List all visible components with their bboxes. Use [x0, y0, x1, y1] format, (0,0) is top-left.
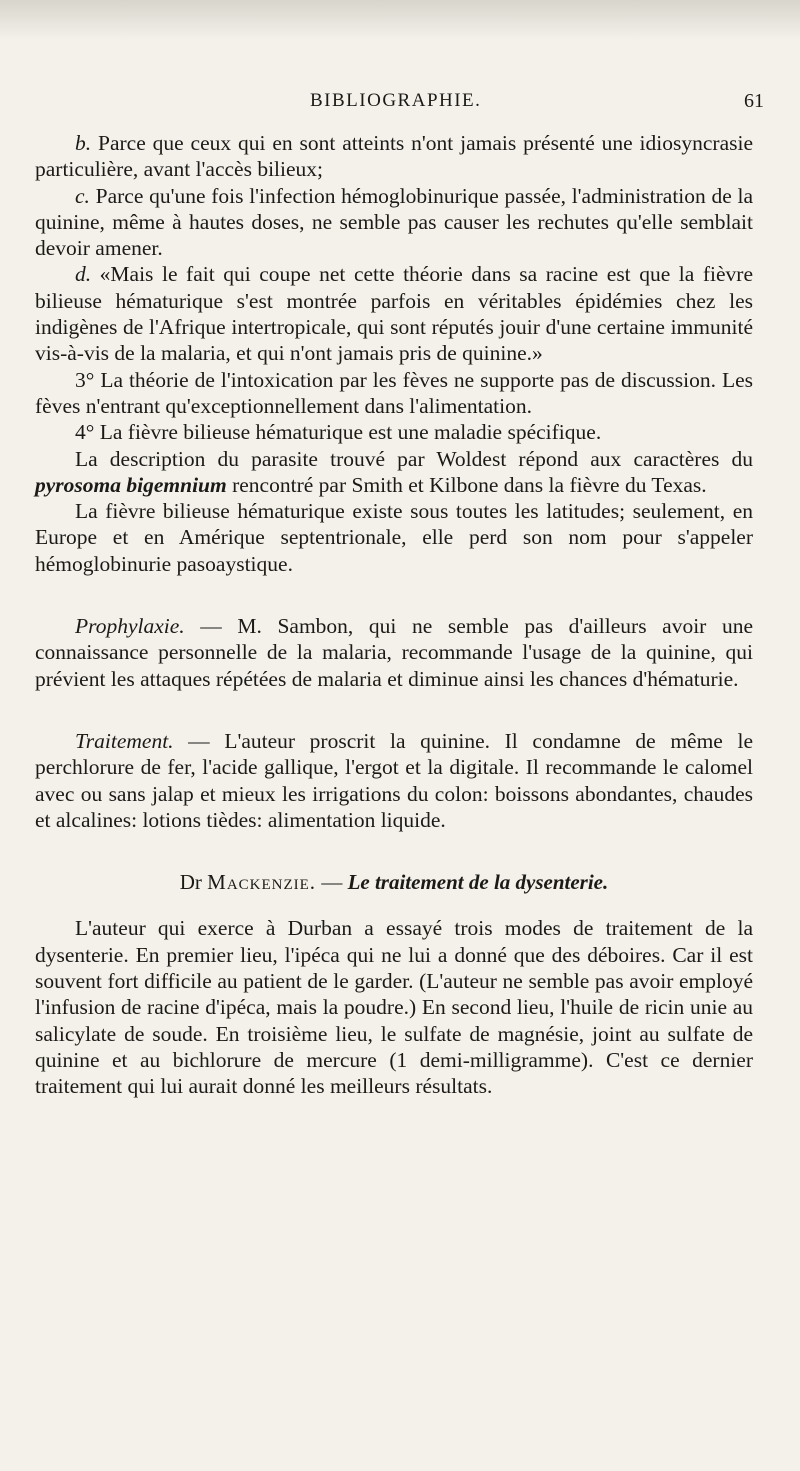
- mackenzie-heading: [35, 869, 753, 895]
- paragraph-prophylaxis: [35, 613, 753, 692]
- item-label-c: c.: [75, 183, 90, 208]
- heading-gap: [35, 895, 753, 915]
- author-prefix: Dr: [179, 870, 202, 895]
- paragraph-parasite: [35, 446, 753, 499]
- item-label-b: b.: [75, 131, 92, 155]
- treatment-label: Traitement.: [75, 728, 174, 753]
- section-gap: [35, 577, 753, 613]
- section-gap: [35, 833, 753, 869]
- paragraph-b: [35, 130, 753, 183]
- paragraph-treatment: [35, 728, 753, 833]
- paragraph-4: [35, 419, 753, 445]
- item-label-4: 4°: [75, 420, 95, 445]
- item-text-d: «Mais le fait qui coupe net cette théorie dans sa racine est que la fièvre bilieuse hématurique s'est montrée parfois en véritables épidémies chez les indigènes de l'Afrique intertropicale, qui sont réputés jouir d'une certaine immunité vis-à-vis de la malaria, et qui n'ont jamais pris de quinine.»: [35, 262, 753, 366]
- item-text-b: Parce que ceux qui en sont atteints n'ont jamais présenté une idiosyncrasie particulière, avant l'accès bilieux;: [35, 131, 753, 182]
- page-body: [35, 130, 753, 1100]
- page-number: 61: [744, 90, 764, 112]
- latitudes-text: La fièvre bilieuse hématurique existe sous toutes les latitudes; seulement, en Europe et en Amérique septentrionale, elle perd son nom pour s'appeler hémoglobinurie pasoaystique.: [35, 499, 753, 576]
- parasite-text-after: rencontré par Smith et Kilbone dans la fièvre du Texas.: [226, 472, 707, 497]
- treatment-text: — L'auteur proscrit la quinine. Il condamne de même le perchlorure de fer, l'acide gallique, l'ergot et la digitale. Il recommande le calomel avec ou sans jalap et mieux les irrigations du colon: boissons abondantes, chaudes et alcalines: lotions tièdes: alimentation liquide.: [35, 728, 753, 832]
- paragraph-c: [35, 183, 753, 262]
- item-text-3: La théorie de l'intoxication par les fèves ne supporte pas de discussion. Les fèves n'entrant qu'exceptionnellement dans l'alimentation.: [35, 367, 753, 418]
- item-label-3: 3°: [75, 367, 95, 392]
- running-title: BIBLIOGRAPHIE.: [310, 90, 482, 111]
- item-label-d: d.: [75, 262, 92, 287]
- prophylaxis-text: — M. Sambon, qui ne semble pas d'ailleurs avoir une connaissance personnelle de la malaria, recommande l'usage de la quinine, qui prévient les attaques répétées de malaria et diminue ainsi les chances d'hématurie.: [35, 614, 753, 691]
- paragraph-d: [35, 261, 753, 366]
- heading-dash: —: [316, 870, 348, 895]
- parasite-species: pyrosoma bigemnium: [35, 472, 227, 497]
- paragraph-3: [35, 367, 753, 420]
- paragraph-mackenzie: [35, 915, 753, 1099]
- author-name: Mackenzie.: [207, 870, 317, 895]
- section-gap: [35, 692, 753, 728]
- item-text-c: Parce qu'une fois l'infection hémoglobinurique passée, l'administration de la quinine, même à hautes doses, ne semble pas causer les rechutes qu'elle semblait devoir amener.: [35, 183, 753, 261]
- page-header: [0, 90, 800, 120]
- prophylaxis-label: Prophylaxie.: [75, 614, 185, 639]
- paragraph-latitudes: [35, 498, 753, 577]
- mackenzie-text: L'auteur qui exerce à Durban a essayé trois modes de traitement de la dysenterie. En premier lieu, l'ipéca qui ne lui a donné que des déboires. Car il est souvent fort difficile au patient de le garder. (L'auteur ne semble pas avoir employé l'infusion de racine d'ipéca, mais la poudre.) En second lieu, l'huile de ricin unie au salicylate de soude. En troisième lieu, le sulfate de magnésie, joint au sulfate de quinine et au bichlorure de mercure (1 demi-milligramme). C'est ce dernier traitement qui lui aurait donné les meilleurs résultats.: [35, 916, 753, 1099]
- scan-edge-shadow: [0, 0, 800, 40]
- item-text-4: La fièvre bilieuse hématurique est une maladie spécifique.: [99, 420, 602, 445]
- parasite-text-before: La description du parasite trouvé par Woldest répond aux caractères du: [75, 446, 753, 471]
- article-title: Le traitement de la dysenterie.: [347, 870, 609, 895]
